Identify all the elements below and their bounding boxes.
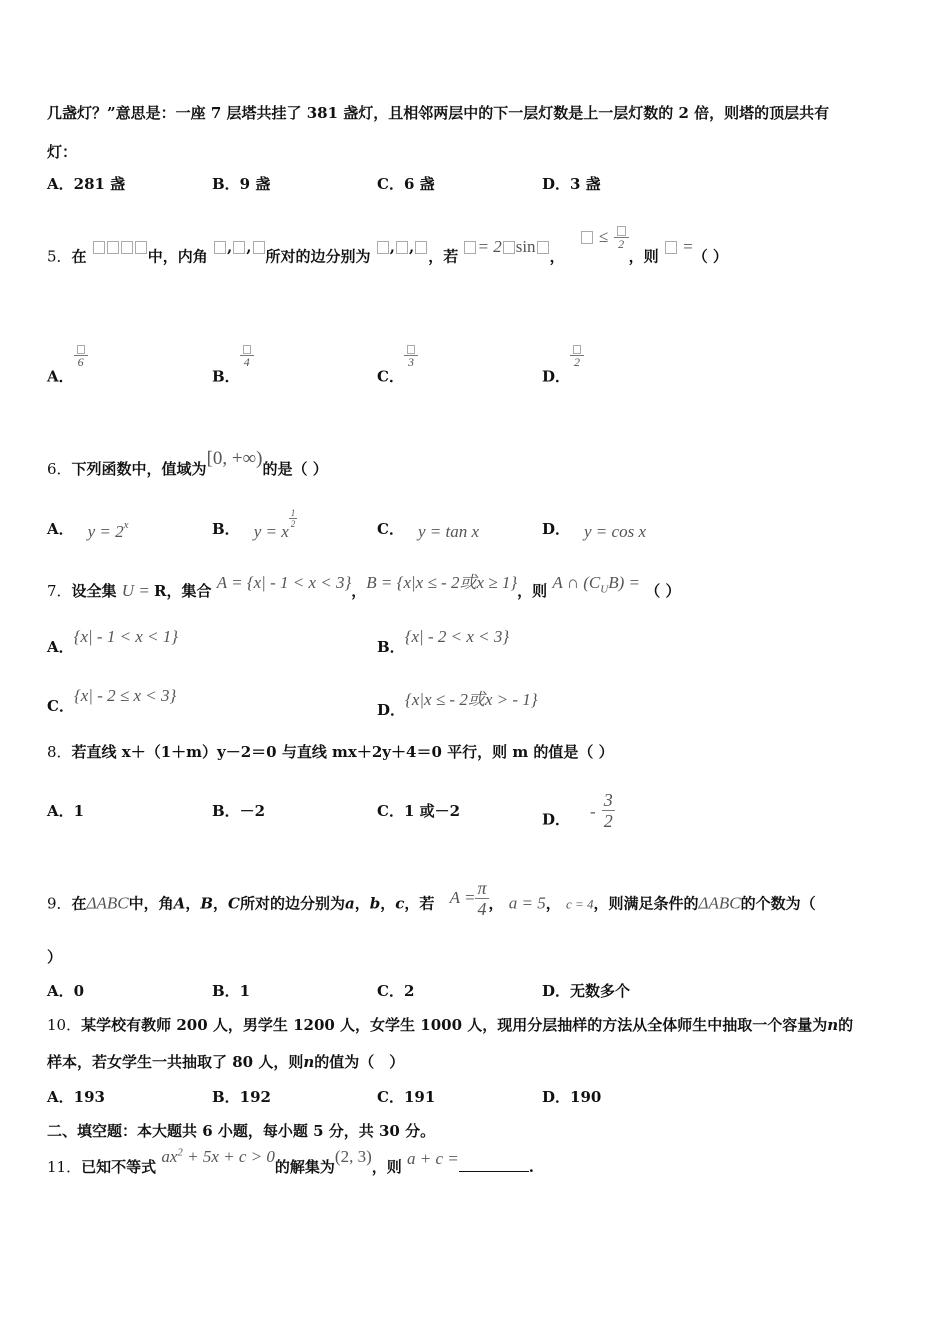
section-2-heading: 二、填空题：本大题共 6 小题，每小题 5 分，共 30 分。 — [47, 1122, 436, 1140]
q5-text-1: 在 — [71, 247, 87, 266]
q9-side-c: c — [395, 894, 405, 913]
q7-text-3: ，则 — [517, 582, 548, 600]
q5-target: = — [664, 238, 693, 256]
answer-blank[interactable] — [459, 1171, 529, 1172]
q6-option-d: D． y = cos x — [542, 520, 646, 541]
q6-option-b: B． y = x $\frac{1}{2}$ — [212, 507, 296, 541]
q9-angle-c: C — [228, 894, 240, 913]
q8-text: 若直线 x＋（1＋m）y－2＝0 与直线 mx＋2y＋4＝0 平行，则 m 的值是（ ） — [71, 743, 614, 761]
q9-option-c: C．2 — [377, 982, 415, 1000]
q10-number: 10． — [47, 1016, 82, 1034]
q7-reals: R — [154, 582, 167, 600]
q9-side-a: a — [345, 894, 355, 913]
q10-text-4: 的值为（ ） — [314, 1053, 405, 1071]
q11-text-1: 已知不等式 — [81, 1158, 157, 1176]
q7-option-a: A．{x| - 1 < x < 1} — [47, 627, 179, 656]
q4-line1: 几盏灯？”意思是：一座 7 层塔共挂了 381 盏灯，且相邻两层中的下一层灯数是上一层灯数的 2 倍，则塔的顶层共有 — [47, 104, 830, 122]
q9-a-value: a = 5 — [508, 893, 546, 913]
q9-sep-6: ， — [545, 894, 561, 913]
q7-comma: ， — [351, 582, 367, 600]
q6-option-c: C． y = tan x — [377, 520, 479, 541]
q4-line2: 灯： — [47, 143, 78, 161]
q7-paren: （ ） — [645, 582, 681, 600]
q7-expression: A ∩ $(C_UB)$ = — [552, 573, 640, 596]
q9-sep-3: ， — [354, 894, 370, 913]
q11-text-3: ，则 — [371, 1158, 402, 1176]
angles-placeholder: , , — [213, 238, 265, 256]
q10-option-b: B．192 — [212, 1088, 271, 1106]
q11-stem — [47, 1146, 534, 1177]
q9-text-6: 的个数为（ — [740, 894, 816, 913]
q9-sep-5: ， — [488, 894, 504, 913]
q4-option-a: A．281 盏 — [47, 175, 126, 193]
q5-text-4: ，若 — [428, 247, 459, 266]
q10-n: n — [827, 1016, 839, 1034]
q7-universe: U = — [121, 581, 155, 600]
q8-option-b: B．－2 — [212, 802, 266, 820]
q5-text-3: 所对的边分别为 — [265, 247, 371, 266]
q9-angle-a: A — [173, 894, 186, 913]
q7-text-1: 设全集 — [71, 582, 117, 600]
q9-option-a: A．0 — [47, 982, 85, 1000]
q11-number: 11． — [47, 1158, 82, 1176]
q5-text-2: 中，内角 — [147, 247, 208, 266]
q9-text-3: 所对的边分别为 — [239, 894, 345, 913]
q11-a-plus-c: a + c = — [407, 1149, 459, 1168]
q9-sep-4: ， — [380, 894, 396, 913]
q6-text-2: 的是（ ） — [262, 460, 328, 478]
q7-set-b: B = {x|x ≤ - 2或x ≥ 1} — [366, 573, 518, 592]
q7-text-2: ，集合 — [166, 582, 212, 600]
q9-sep-2: ， — [213, 894, 229, 913]
q10-text-1: 某学校有教师 200 人，男学生 1200 人，女学生 1000 人，现用分层抽样的方法从全体师生中抽取一个容量为 — [81, 1016, 828, 1034]
q10-line1 — [47, 1014, 853, 1035]
q5-condition-formula: = 2 sin — [463, 238, 549, 256]
q8-option-c: C．1 或－2 — [377, 802, 461, 820]
q10-text-2: 的 — [838, 1016, 854, 1034]
q10-option-a: A．193 — [47, 1088, 105, 1106]
q6-text-1: 下列函数中，值域为 — [71, 460, 207, 478]
q8-option-d: D． - $\frac{3}{2}$ — [542, 790, 613, 831]
q10-n-2: n — [303, 1053, 315, 1071]
q5-number: 5． — [47, 247, 72, 266]
q9-option-b: B．1 — [212, 982, 251, 1000]
q5-option-c: C． 3 — [377, 364, 418, 391]
q5-option-d: D． 2 — [542, 364, 584, 391]
q9-text-2: 中，角 — [128, 894, 174, 913]
q10-line2 — [47, 1051, 404, 1072]
q8-option-a: A．1 — [47, 802, 85, 820]
q6-stem — [47, 448, 328, 480]
q7-option-b: B．{x| - 2 < x < 3} — [377, 627, 510, 656]
q9-angle-b: B — [200, 894, 214, 913]
triangle-placeholder — [92, 238, 148, 256]
q7-option-c: C．{x| - 2 ≤ x < 3} — [47, 686, 177, 715]
q6-option-a: A． $y = 2^x$ — [47, 519, 129, 541]
q9-text-4: ，若 — [404, 894, 435, 913]
sides-placeholder: , , — [376, 238, 428, 256]
q9-c-value: c = 4 — [565, 896, 594, 912]
q11-inequality: $ax^2 + 5x + c > 0$ — [161, 1146, 275, 1166]
q4-option-b: B．9 盏 — [212, 175, 271, 193]
q5-text-6: ，则 — [628, 247, 659, 266]
q11-text-2: 的解集为 — [274, 1158, 335, 1176]
q9-text-5: ，则满足条件的 — [593, 894, 699, 913]
q8-stem — [47, 741, 614, 762]
q11-end: . — [528, 1158, 534, 1176]
q9-option-d: D．无数多个 — [542, 982, 631, 1000]
q9-stem — [47, 878, 816, 925]
q10-option-d: D．190 — [542, 1088, 602, 1106]
q10-text-3: 样本，若女学生一共抽取了 80 人，则 — [47, 1053, 304, 1071]
q7-stem — [47, 573, 681, 603]
q11-interval: (2, 3) — [334, 1147, 372, 1166]
q5-option-b: B． 4 — [212, 364, 254, 391]
q10-option-c: C．191 — [377, 1088, 436, 1106]
q8-number: 8． — [47, 743, 72, 761]
q9-sep-1: ， — [185, 894, 201, 913]
q4-option-d: D．3 盏 — [542, 175, 601, 193]
q5-option-a: A． 6 — [47, 364, 88, 391]
q9-a-eq: A = — [449, 887, 476, 907]
q9-pi-over-4: $\frac{\pi}{4}$ — [477, 878, 487, 919]
q6-interval: [0, +∞) — [206, 448, 263, 469]
q7-number: 7． — [47, 582, 72, 600]
q9-side-b: b — [369, 894, 381, 913]
q6-number: 6． — [47, 460, 72, 478]
q5-text-5: ， — [549, 247, 565, 266]
q7-set-a: A = {x| - 1 < x < 3} — [216, 573, 352, 592]
q9-close-paren: ） — [47, 948, 63, 966]
q4-option-c: C．6 盏 — [377, 175, 435, 193]
q5-angle-bound: ≤ 2 — [580, 228, 629, 246]
q5-stem — [47, 226, 728, 271]
q9-triangle-2: ΔABC — [698, 893, 741, 913]
q9-text-1: 在 — [71, 894, 87, 913]
q9-number: 9． — [47, 894, 72, 913]
q5-paren: （ ） — [692, 247, 728, 266]
q9-triangle: ΔABC — [86, 893, 129, 913]
q7-option-d: D．{x|x ≤ - 2或x > - 1} — [377, 690, 538, 719]
